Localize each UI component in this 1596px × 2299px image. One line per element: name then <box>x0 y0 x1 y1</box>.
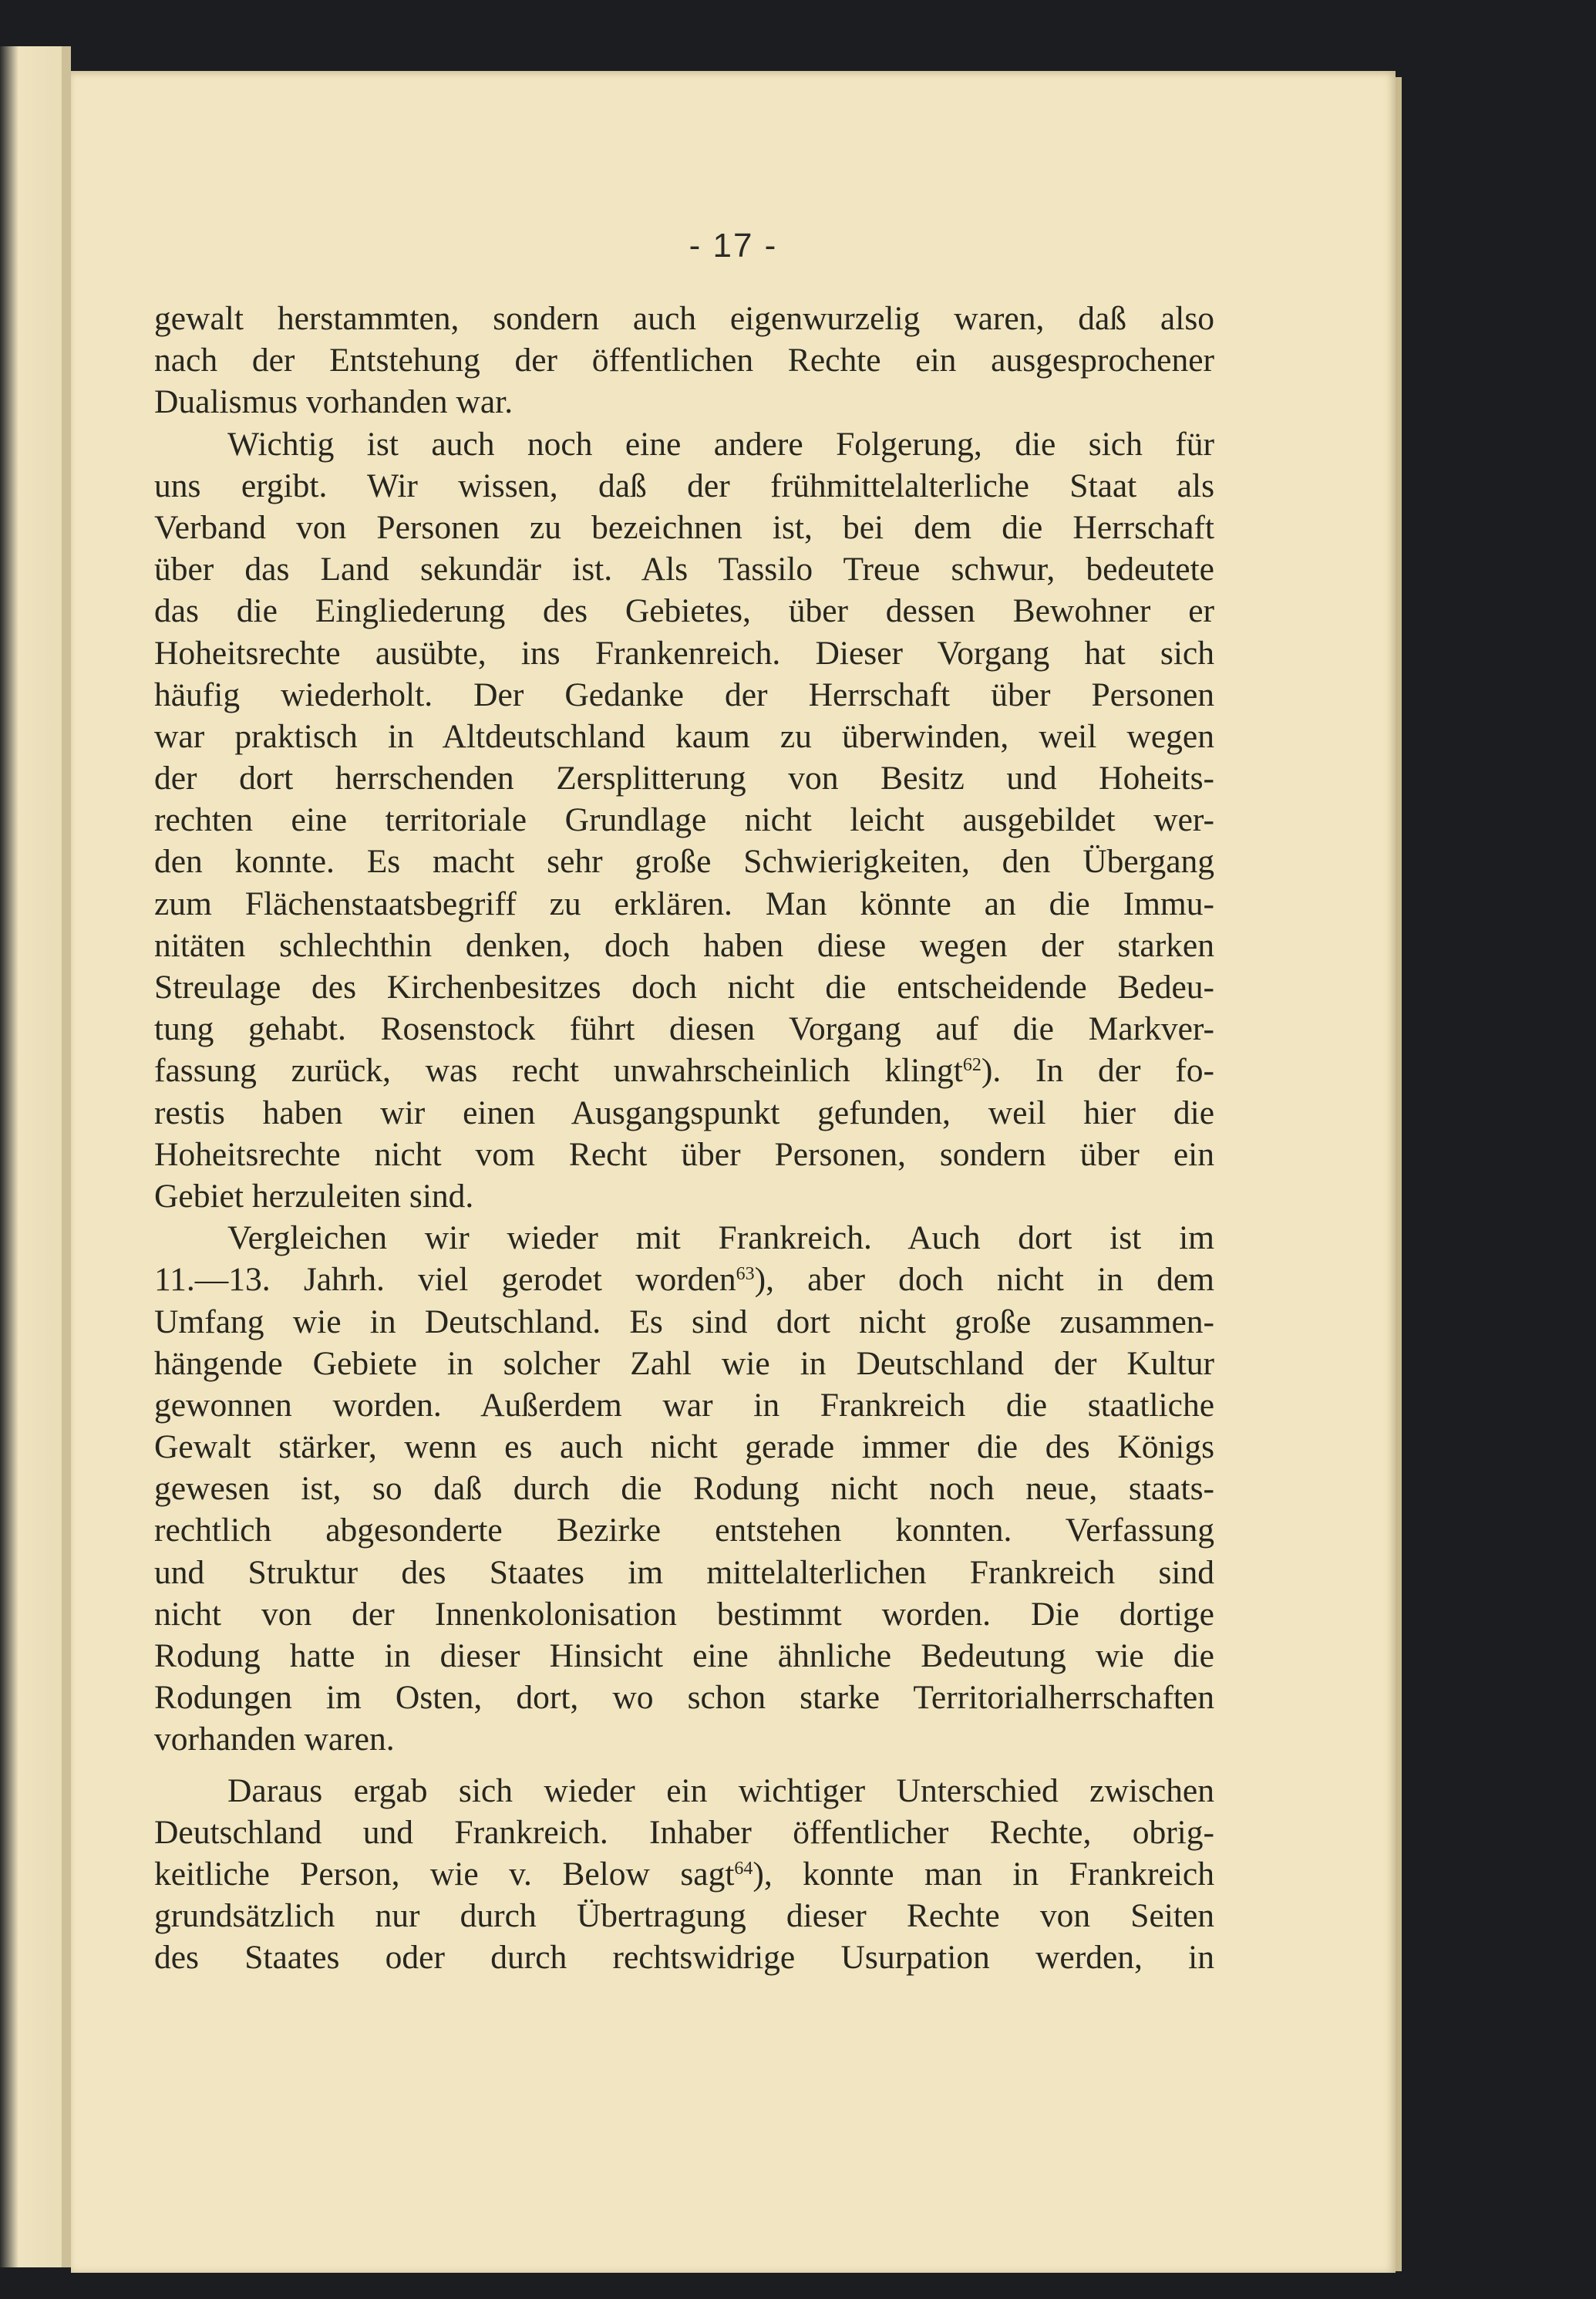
text-line <box>154 1343 1214 1384</box>
text-line <box>154 507 1214 548</box>
text-line <box>154 1426 1214 1468</box>
text-line <box>154 799 1214 841</box>
text-line <box>154 1718 1214 1760</box>
text-line <box>154 381 1214 423</box>
adjacent-page-edge <box>0 46 62 2267</box>
text-line-content: gewonnen worden. Außerdem war in Frankreich die staatliche <box>154 1386 1214 1424</box>
text-line <box>154 632 1214 674</box>
text-line <box>154 339 1214 381</box>
text-line <box>154 1301 1214 1343</box>
text-line <box>154 1593 1214 1635</box>
footnote-marker[interactable]: 64 <box>734 1858 753 1879</box>
text-line-content: zum Flächenstaatsbegriff zu erklären. Man könnte an die Immu- <box>154 885 1214 922</box>
text-line <box>154 674 1214 716</box>
text-line-content: häufig wiederholt. Der Gedanke der Herrschaft über Personen <box>154 676 1214 713</box>
text-line-content: hängende Gebiete in solcher Zahl wie in Deutschland der Kultur <box>154 1344 1214 1382</box>
text-line-content: Gebiet herzuleiten sind. <box>154 1177 474 1215</box>
text-line <box>154 1937 1214 1978</box>
text-line <box>154 883 1214 925</box>
text-line-content: Rodung hatte in dieser Hinsicht eine ähnliche Bedeutung wie die <box>154 1637 1214 1674</box>
text-line-content: über das Land sekundär ist. Als Tassilo Treue schwur, bedeutete <box>154 551 1214 588</box>
text-line-content: uns ergibt. Wir wissen, daß der frühmittelalterliche Staat als <box>154 467 1214 504</box>
page-gutter <box>62 46 71 2267</box>
text-line-content: Deutschland und Frankreich. Inhaber öffentlicher Rechte, obrig- <box>154 1813 1214 1851</box>
text-line <box>154 757 1214 799</box>
text-line <box>154 1092 1214 1134</box>
text-line <box>154 1008 1214 1050</box>
text-line-content: des Staates oder durch rechtswidrige Usurpation werden, in <box>154 1939 1214 1977</box>
text-line-content: Gewalt stärker, wenn es auch nicht gerade immer die des Königs <box>154 1428 1214 1466</box>
text-line <box>154 1468 1214 1509</box>
text-line-content: Verband von Personen zu bezeichnen ist, bei dem die Herrschaft <box>154 508 1214 546</box>
page-right-edge <box>1396 77 1402 2271</box>
text-line <box>154 1217 1214 1259</box>
text-line-content: rechten eine territoriale Grundlage nicht leicht ausgebildet wer- <box>154 801 1214 839</box>
text-line-content: keitliche Person, wie v. Below sagt <box>154 1855 735 1893</box>
text-line <box>154 716 1214 757</box>
text-line-content: tung gehabt. Rosenstock führt diesen Vorgang auf die Markver- <box>154 1010 1214 1048</box>
text-line-content: restis haben wir einen Ausgangspunkt gefunden, weil hier die <box>154 1094 1214 1131</box>
text-line <box>154 1384 1214 1426</box>
text-line <box>154 1134 1214 1175</box>
text-line-continuation: ), aber doch nicht in dem <box>754 1261 1214 1299</box>
text-line <box>154 1175 1214 1217</box>
text-line-continuation: ), konnte man in Frankreich <box>753 1855 1214 1893</box>
text-line <box>154 1677 1214 1718</box>
text-line <box>154 1259 1214 1300</box>
text-line-content: gewesen ist, so daß durch die Rodung nicht noch neue, staats- <box>154 1470 1214 1508</box>
body-text <box>154 298 1214 1979</box>
text-line <box>154 548 1214 590</box>
text-line <box>154 1895 1214 1937</box>
text-line-content: Streulage des Kirchenbesitzes doch nicht die entscheidende Bedeu- <box>154 969 1214 1006</box>
text-line-content: vorhanden waren. <box>154 1721 395 1758</box>
text-line-content: Rodungen im Osten, dort, wo schon starke Territorialherrschaften <box>154 1679 1214 1717</box>
text-line-content: Hoheitsrechte nicht vom Recht über Personen, sondern über ein <box>154 1135 1214 1173</box>
page-number: - 17 - <box>689 227 778 265</box>
text-line-content: Umfang wie in Deutschland. Es sind dort nicht große zusammen- <box>154 1303 1214 1340</box>
text-line-content: Dualismus vorhanden war. <box>154 383 513 421</box>
text-line <box>154 465 1214 507</box>
text-line <box>154 1050 1214 1091</box>
text-line-content: 11.—13. Jahrh. viel gerodet worden <box>154 1261 736 1299</box>
text-line-content: gewalt herstammten, sondern auch eigenwurzelig waren, daß also <box>154 300 1214 337</box>
text-line-content: Hoheitsrechte ausübte, ins Frankenreich. Dieser Vorgang hat sich <box>154 634 1214 672</box>
text-line-content: grundsätzlich nur durch Übertragung dieser Rechte von Seiten <box>154 1897 1214 1935</box>
text-line <box>154 1770 1214 1812</box>
text-line-content: das die Eingliederung des Gebietes, über dessen Bewohner er <box>154 592 1214 630</box>
text-line <box>154 1853 1214 1895</box>
text-line <box>154 590 1214 632</box>
text-line <box>154 925 1214 966</box>
text-line <box>154 841 1214 882</box>
text-line-content: fassung zurück, was recht unwahrscheinlich klingt <box>154 1052 963 1090</box>
text-line-content: nitäten schlechthin denken, doch haben diese wegen der starken <box>154 926 1214 964</box>
text-line <box>154 1635 1214 1677</box>
text-line-content: war praktisch in Altdeutschland kaum zu überwinden, weil wegen <box>154 717 1214 755</box>
text-line <box>154 966 1214 1008</box>
text-line-content: den konnte. Es macht sehr große Schwierigkeiten, den Übergang <box>154 843 1214 881</box>
text-line <box>154 1812 1214 1853</box>
text-line-content: der dort herrschenden Zersplitterung von Besitz und Hoheits- <box>154 760 1214 797</box>
text-line-content: Daraus ergab sich wieder ein wichtiger Unterschied zwischen <box>227 1771 1214 1809</box>
text-line-content: Vergleichen wir wieder mit Frankreich. Auch dort ist im <box>227 1219 1214 1257</box>
text-line-content: rechtlich abgesonderte Bezirke entstehen konnten. Verfassung <box>154 1512 1214 1549</box>
text-line-content: nicht von der Innenkolonisation bestimmt worden. Die dortige <box>154 1595 1214 1633</box>
text-line-content: und Struktur des Staates im mittelalterlichen Frankreich sind <box>154 1553 1214 1591</box>
book-page <box>71 71 1396 2273</box>
footnote-marker[interactable]: 62 <box>962 1055 982 1076</box>
text-line-content: Wichtig ist auch noch eine andere Folgerung, die sich für <box>227 425 1214 463</box>
text-line <box>154 298 1214 339</box>
text-line <box>154 1552 1214 1593</box>
text-line <box>154 1509 1214 1551</box>
text-line-continuation: ). In der fo- <box>981 1052 1214 1090</box>
text-line <box>154 423 1214 465</box>
footnote-marker[interactable]: 63 <box>736 1264 755 1285</box>
text-line-content: nach der Entstehung der öffentlichen Rechte ein ausgesprochener <box>154 342 1214 379</box>
